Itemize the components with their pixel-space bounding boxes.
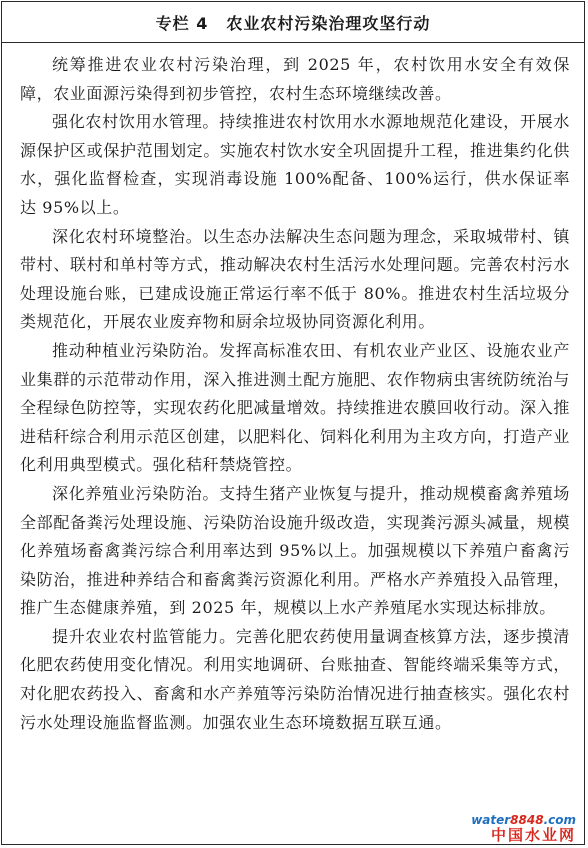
column-title: 农业农村污染治理攻坚行动 (226, 13, 431, 33)
watermark-logo (471, 814, 576, 844)
paragraph-text: 以生态办法解决生态问题为理念，采取城带村、镇带村、联村和单村等方式，推动解决农村生活污水处理问题。完善农村污水处理设施台账，已建成设施正常运行率不低于 80%。推进农村生活垃圾分类规范化，开展农业废弃物和厨余垃圾协同资源化利用。 (20, 226, 570, 332)
paragraph-breeding (20, 480, 570, 623)
paragraph-supervision (20, 623, 570, 737)
paragraph-planting (20, 337, 570, 480)
paragraph-lead: 强化农村饮用水管理。 (52, 112, 220, 132)
paragraph-environment (20, 223, 570, 337)
paragraph-lead: 深化养殖业污染防治。 (52, 483, 220, 503)
paragraph-text: 完善化肥农药使用量调查核算方法，逐步摸清化肥农药使用变化情况。利用实地调研、台账抽查、智能终端采集等方式，对化肥农药投入、畜禽和水产养殖等污染防治情况进行抽查核实。强化农村污水处理设施监督监测。加强农业生态环境数据互联互通。 (20, 626, 570, 732)
paragraph-lead: 提升农业农村监管能力。 (52, 626, 236, 646)
column-header (2, 2, 584, 43)
watermark-url: water8848.com (471, 813, 576, 827)
paragraph-text: 支持生猪产业恢复与提升，推动规模畜禽养殖场全部配备粪污处理设施、污染防治设施升级改造，实现粪污源头减量，规模化养殖场畜禽粪污综合利用率达到 95%以上。加强规模以下养殖户畜禽污染防治，推进种养结合和畜禽粪污资源化利用。严格水产养殖投入品管理，推广生态健康养殖，到 2025 年，规模以上水产养殖尾水实现达标排放。 (20, 483, 570, 618)
paragraph-text: 发挥高标准农田、有机农业产业区、设施农业产业集群的示范带动作用，深入推进测土配方施肥、农作物病虫害统防统治与全程绿色防控等，实现农药化肥减量增效。持续推进农膜回收行动。深入推进秸秆综合利用示范区创建，以肥料化、饲料化利用为主攻方向，打造产业化利用典型模式。强化秸秆禁烧管控。 (20, 340, 570, 475)
paragraph-text: 统筹推进农业农村污染治理，到 2025 年，农村饮用水安全有效保障，农业面源污染得到初步管控，农村生态环境继续改善。 (20, 55, 570, 103)
paragraph-intro (20, 51, 570, 108)
watermark-site-name: 中国水业网 (490, 826, 576, 844)
column-content (2, 43, 584, 737)
paragraph-text: 持续推进农村饮用水水源地规范化建设，开展水源保护区或保护范围划定。实施农村饮水安全巩固提升工程，推进集约化供水，强化监督检查，实现消毒设施 100%配备、100%运行，供水保证率达 95%以上。 (20, 112, 570, 217)
column-box (1, 1, 585, 845)
paragraph-drinking-water (20, 108, 570, 222)
column-label: 专栏 4 (155, 13, 209, 33)
paragraph-lead: 深化农村环境整治。 (52, 226, 203, 246)
paragraph-lead: 推动种植业污染防治。 (52, 340, 220, 360)
